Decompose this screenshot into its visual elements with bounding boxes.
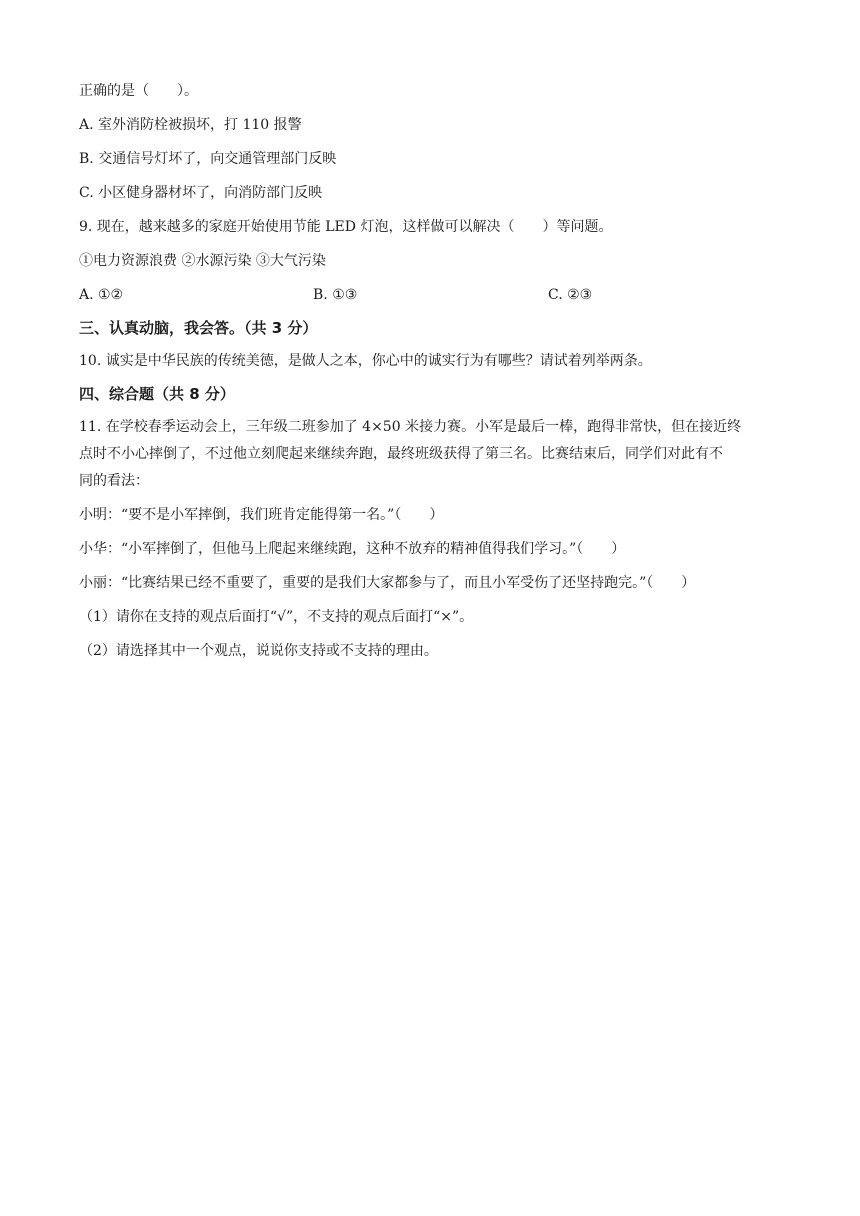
exam-page [79,82,789,676]
q11-xiaoli-view: 小丽：“比赛结果已经不重要了，重要的是我们大家都参与了，而且小军受伤了还坚持跑完。”（ ） [79,575,696,591]
section-3-heading: 三、认真动脑，我会答。（共 3 分） [79,319,318,337]
q11-subquestion-2: （2）请选择其中一个观点，说说你支持或不支持的理由。 [79,643,438,659]
q11-subquestion-1: （1）请你在支持的观点后面打“√”，不支持的观点后面打“×”。 [79,609,474,625]
q9-option-a: A. ①② [79,287,124,303]
q11-xiaohua-view: 小华：“小军摔倒了，但他马上爬起来继续跑，这种不放弃的精神值得我们学习。”（ ） [79,541,626,557]
q8-option-b: B. 交通信号灯坏了，向交通管理部门反映 [79,151,337,167]
q11-stem-line-2: 点时不小心摔倒了，不过他立刻爬起来继续奔跑，最终班级获得了第三名。比赛结束后，同学们对此有不 [79,446,723,462]
q11-stem-line-3: 同的看法： [79,473,149,489]
section-4-heading: 四、综合题（共 8 分） [79,385,235,403]
q8-option-a: A. 室外消防栓被损坏，打 110 报警 [79,117,302,133]
q11-stem-line-1: 11. 在学校春季运动会上，三年级二班参加了 4×50 米接力赛。小军是最后一棒，跑得非常快，但在接近终 [79,419,742,435]
q9-option-b: B. ①③ [313,287,358,303]
q9-stem: 9. 现在，越来越多的家庭开始使用节能 LED 灯泡，这样做可以解决（ ）等问题。 [79,219,613,235]
q9-items: ①电力资源浪费 ②水源污染 ③大气污染 [79,253,326,269]
q8-option-c: C. 小区健身器材坏了，向消防部门反映 [79,185,323,201]
q8-stem-tail: 正确的是（ ）。 [79,83,198,99]
q11-xiaoming-view: 小明：“要不是小军摔倒，我们班肯定能得第一名。”（ ） [79,507,444,523]
q10-stem: 10. 诚实是中华民族的传统美德，是做人之本，你心中的诚实行为有哪些？请试着列举两条。 [79,353,652,369]
q9-options [79,286,789,304]
q9-option-c: C. ②③ [548,287,593,303]
